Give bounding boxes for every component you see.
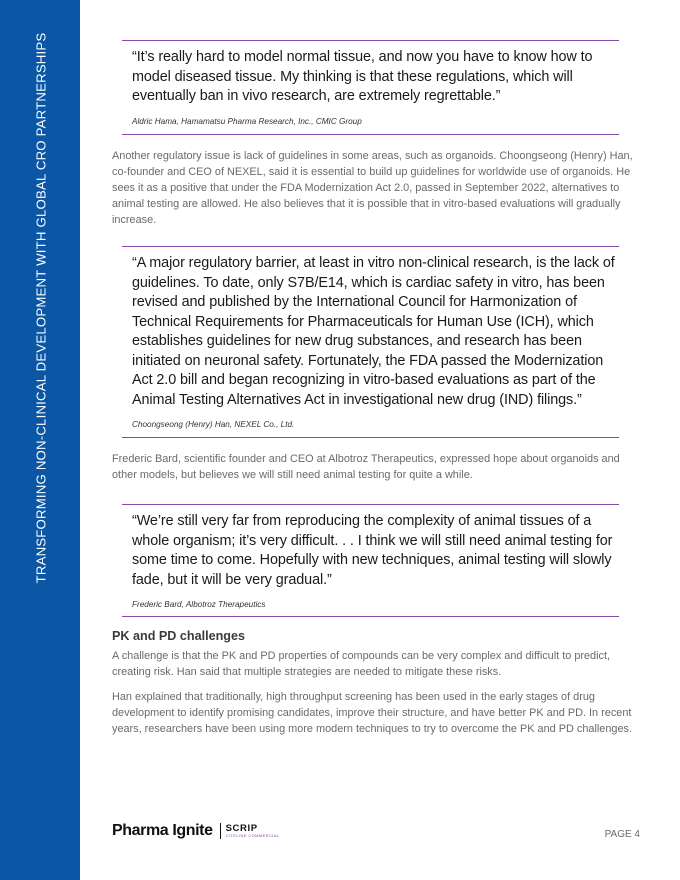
quote-attribution: Aldric Hama, Hamamatsu Pharma Research, Inc., CMIC Group (132, 116, 362, 126)
logo-divider (220, 823, 221, 839)
scrip-wordmark: SCRIP (225, 822, 258, 834)
sidebar-band (0, 0, 80, 880)
quote-attribution: Frederic Bard, Albotroz Therapeutics (132, 600, 266, 609)
quote-text: “It’s really hard to model normal tissue, and now you have to know how to model diseased tissue. My thinking is that these regulations, which will eventually ban in vivo research, are extremely regrettable.” (132, 49, 593, 104)
body-paragraph: Han explained that traditionally, high throughput screening has been used in the early stages of drug development to identify promising candidates, improve their structure, and have better PK and PD. In recent years, researchers have been using more modern techniques to try to overcome the PK and PD challenges. (112, 691, 633, 736)
logo-wordmark: Pharma Ignite (112, 822, 213, 839)
quote-attribution: Choongseong (Henry) Han, NEXEL Co., Ltd. (132, 420, 295, 429)
sidebar-title: TRANSFORMING NON-CLINICAL DEVELOPMENT WITH GLOBAL CRO PARTNERSHIPS (33, 32, 49, 584)
pull-quote-1 (122, 40, 619, 135)
scrip-subtitle: CITELINE COMMERCIAL (225, 833, 280, 839)
body-paragraph: A challenge is that the PK and PD properties of compounds can be very complex and difficult to predict, creating risk. Han said that multiple strategies are needed to mitigate these risks. (112, 650, 611, 679)
body-paragraph: Frederic Bard, scientific founder and CEO at Albotroz Therapeutics, expressed hope about organoids and other models, but believes we will still need animal testing for quite a while. (112, 453, 620, 482)
pharma-ignite-logo (112, 820, 279, 842)
section-heading: PK and PD challenges (112, 629, 245, 643)
body-paragraph: Another regulatory issue is lack of guidelines in some areas, such as organoids. Choongseong (Henry) Han, co-founder and CEO of NEXEL, said it is essential to build up guidelines for worldwide use of organoids. He sees it as a positive that under the FDA Modernization Act 2.0, passed in September 2022, alternatives to animal testing are allowed. He also believes that it is possible that in vitro-based evaluations will gradually increase. (112, 150, 633, 227)
scrip-logo (226, 824, 280, 839)
pull-quote-3 (122, 504, 619, 617)
page-number: PAGE 4 (604, 829, 640, 840)
quote-text: “We’re still very far from reproducing the complexity of animal tissues of a whole organism; it’s very difficult. . . I think we will still need animal testing for some time to come. Hopefully with new techniques, animal testing will slowly fade, but it will be very gradual.” (132, 513, 613, 588)
quote-text: “A major regulatory barrier, at least in vitro non-clinical research, is the lack of guidelines. To date, only S7B/E14, which is cardiac safety in vitro, has been revised and published by the International Council for Harmonization of Technical Requirements for Pharmaceuticals for Human Use (ICH), which establishes guidelines for new drug substances, and research has been initiated on neuronal safety. Fortunately, the FDA passed the Modernization Act 2.0 bill and began recognizing in vitro-based evaluations as part of the Animal Testing Alternatives Act in investigational new drug (IND) filings.” (132, 255, 615, 408)
pull-quote-2 (122, 246, 619, 438)
